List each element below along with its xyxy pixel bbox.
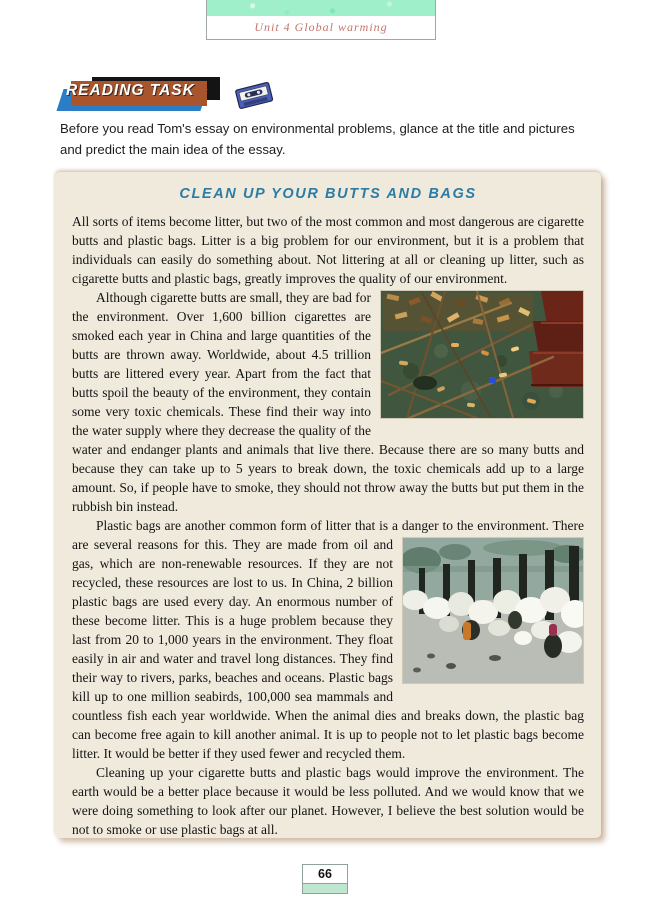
essay-paragraph-3 xyxy=(72,516,584,763)
cassette-icon xyxy=(232,78,276,112)
reading-task-label: READING TASK xyxy=(66,82,195,99)
page-number: 66 xyxy=(303,865,347,884)
page-number-strip xyxy=(303,884,347,893)
unit-header-art xyxy=(207,0,435,16)
essay-title: CLEAN UP YOUR BUTTS AND BAGS xyxy=(179,186,477,202)
essay-paragraph-3-lead: Plastic bags are another common form of litter that is a danger to the environment. There are xyxy=(72,518,584,552)
intro-text: Before you read Tom's essay on environmental problems, glance at the title and pictures and predict the main idea of the essay. xyxy=(60,121,575,157)
essay-paragraph-4: Cleaning up your cigarette butts and plastic bags would improve the environment. The earth would be a better place because it would be less polluted. And we would know that we were doing something to look after our planet. However, I believe the best solution would be not to smoke or use plastic bags at all. xyxy=(72,765,584,837)
reading-task-banner xyxy=(58,76,228,116)
essay-paragraph-2 xyxy=(72,288,584,516)
essay-sheet xyxy=(55,172,601,838)
essay-paragraph-1: All sorts of items become litter, but two of the most common and most dangerous are cigarette butts and plastic bags. Litter is a big problem for our environment, but it is a problem that individuals can easily do something about. Not littering at all or cleaning up litter, such as cigarette butts and plastic bags, greatly improves the quality of our environment. xyxy=(72,214,584,286)
unit-title: Unit 4 Global warming xyxy=(254,20,388,34)
plastic-bags-photo xyxy=(402,537,584,684)
page-number-box xyxy=(302,864,348,894)
essay-paragraph-2-text: Although cigarette butts are small, they are bad for the environment. Over 1,600 billion cigarettes are smoked each year in China and large quantities of the butts are thrown away. Worldwide, about 4.5 trillion butts are littered every year. Apart from the fact that butts spoil the beauty of the environment, they contain some very toxic chemicals. These find their way into the water supply where they decrease the quality of the water and endanger plants and animals that live there. Because there are so many butts and because they can take up to 5 years to break down, the toxic chemicals add up to a large amount. So, if people have to smoke, they should not throw away the butts but put them in the rubbish bin instead. xyxy=(72,290,584,514)
unit-header-box xyxy=(206,0,436,40)
cigarette-butts-photo xyxy=(380,290,584,419)
essay-paragraph-3-rest: several reasons for this. They are made from oil and gas, which are non-renewable resources. If they are not recycled, these resources are lost to us. In China, 2 billion plastic bags are used every day. An enormous number of these become litter. This is a huge problem because they last from 20 to 1,000 years in the environment. They float easily in air and water and travel long distances. They find their way to rivers, parks, beaches and oceans. Plastic bags kill up to one million seabirds, 100,000 sea mammals and countless fish each year worldwide. When the animal dies and breaks down, the plastic bag can become free again to kill another animal. It is up to people not to let plastic bags become litter. It would be better if they used fewer and recycled them. xyxy=(72,537,584,761)
